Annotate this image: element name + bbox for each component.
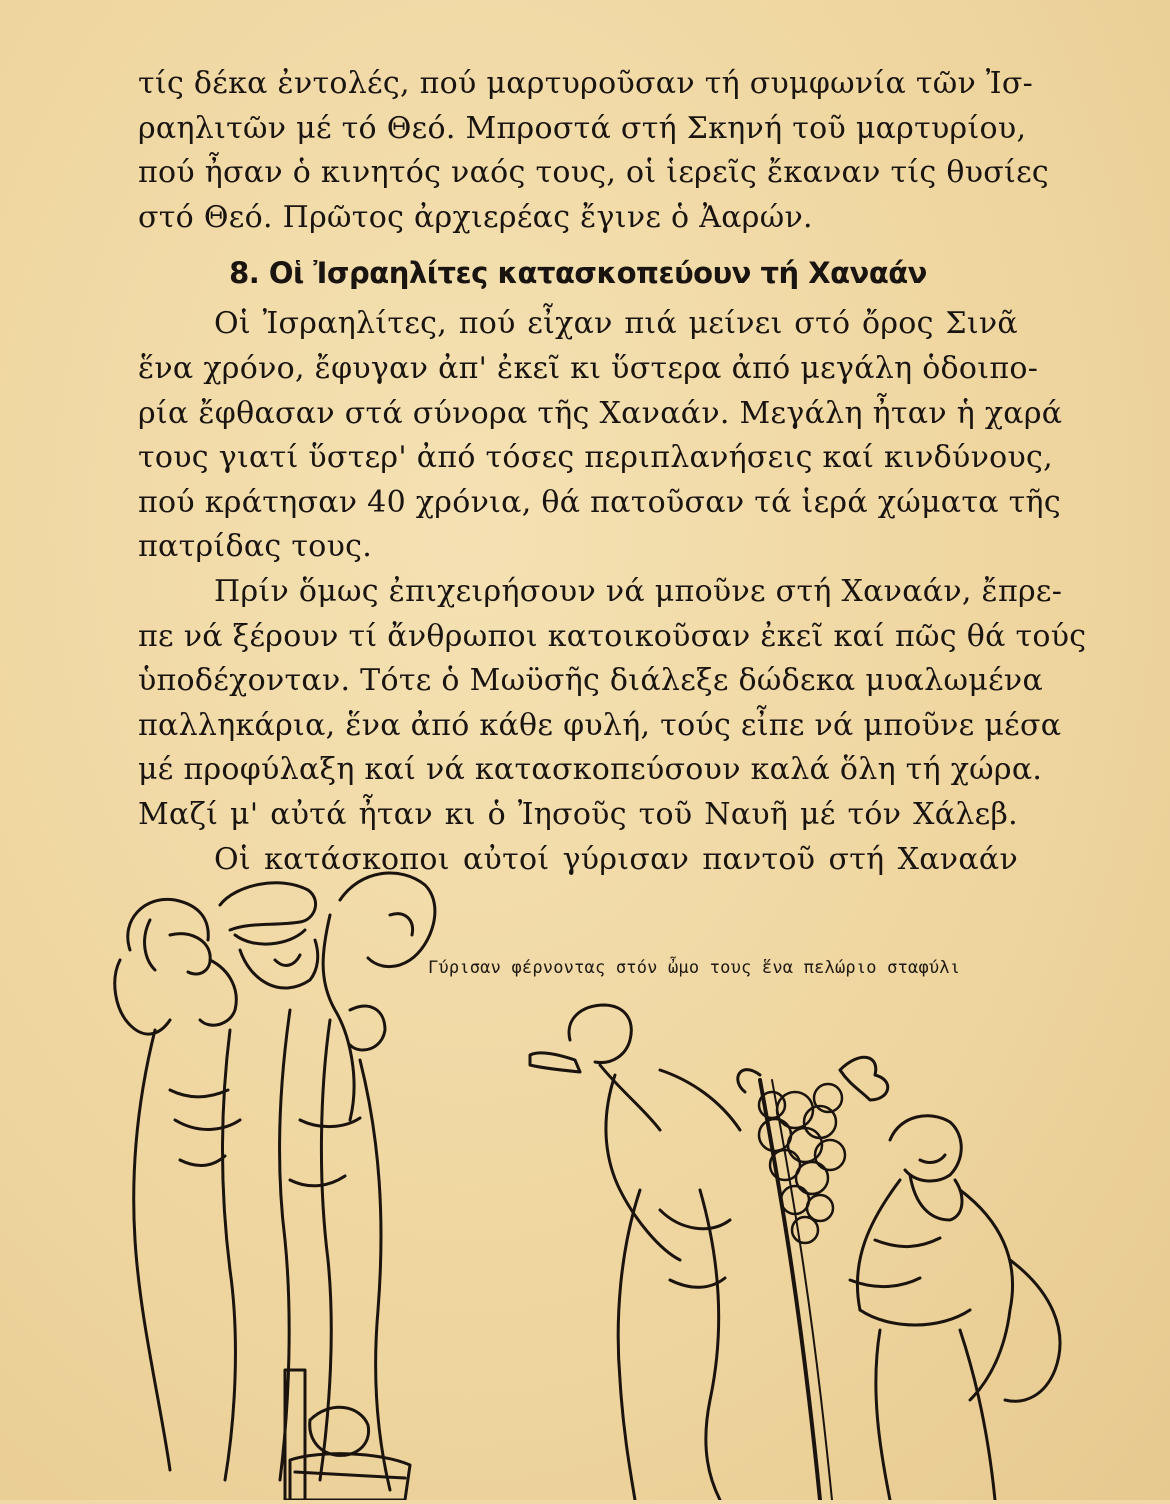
illustration-caption: Γύρισαν φέρνοντας στόν ὦμο τους ἕνα πελώριο σταφύλι	[428, 958, 961, 978]
text-line: ρία ἔφθασαν στά σύνορα τῆς Χαναάν. Μεγάλη ἦταν ἡ χαρά	[138, 395, 1063, 431]
text-line: παλληκάρια, ἕνα ἀπό κάθε φυλή, τούς εἶπε νά μποῦνε μέσα	[138, 707, 1062, 743]
text-line: πού ἦσαν ὁ κινητός ναός τους, οἱ ἱερεῖς ἔκαναν τίς θυσίες	[138, 155, 1050, 191]
text-line: ὑποδέχονταν. Τότε ὁ Μωϋσῆς διάλεξε δώδεκα μυαλωμένα	[138, 663, 1044, 699]
text-line: τους γιατί ὕστερ' ἀπό τόσες περιπλανήσεις καί κινδύνους,	[138, 440, 1053, 476]
text-line: μέ προφύλαξη καί νά κατασκοπεύσουν καλά ὅλη τή χώρα.	[138, 752, 1043, 788]
text-line: Οἱ Ἰσραηλίτες, πού εἶχαν πιά μείνει στό ὄρος Σινᾶ	[214, 306, 1018, 342]
body-text	[138, 62, 1087, 882]
text-line: Μαζί μ' αὐτά ἦταν κι ὁ Ἰησοῦς τοῦ Ναυῆ μέ τόν Χάλεβ.	[138, 796, 1018, 832]
section-heading: 8. Οἱ Ἰσραηλίτες κατασκοπεύουν τή Χαναάν	[229, 256, 927, 291]
text-line: ραηλιτῶν μέ τό Θεό. Μπροστά στή Σκηνή τοῦ μαρτυρίου,	[138, 110, 1027, 146]
spies-illustration	[60, 860, 1140, 1500]
text-line: πού κράτησαν 40 χρόνια, θά πατοῦσαν τά ἱερά χώματα τῆς	[138, 484, 1061, 520]
text-line: στό Θεό. Πρῶτος ἀρχιερέας ἔγινε ὁ Ἀαρών.	[138, 199, 813, 235]
left-figures-drawing	[115, 873, 435, 1500]
text-line: πε νά ξέρουν τί ἄνθρωποι κατοικοῦσαν ἐκεῖ καί πῶς θά τούς	[138, 618, 1087, 654]
text-line: πατρίδας τους.	[138, 529, 373, 565]
right-figures-drawing	[530, 1005, 1060, 1500]
text-line: Οἱ κατάσκοποι αὐτοί γύρισαν παντοῦ στή Χαναάν	[214, 841, 1018, 877]
text-line: Πρίν ὅμως ἐπιχειρήσουν νά μποῦνε στή Χαναάν, ἔπρε-	[214, 573, 1063, 609]
text-line: τίς δέκα ἐντολές, πού μαρτυροῦσαν τή συμφωνία τῶν Ἰσ-	[138, 66, 1034, 101]
text-line: ἕνα χρόνο, ἔφυγαν ἀπ' ἐκεῖ κι ὕστερα ἀπό μεγάλη ὁδοιπο-	[138, 350, 1039, 386]
